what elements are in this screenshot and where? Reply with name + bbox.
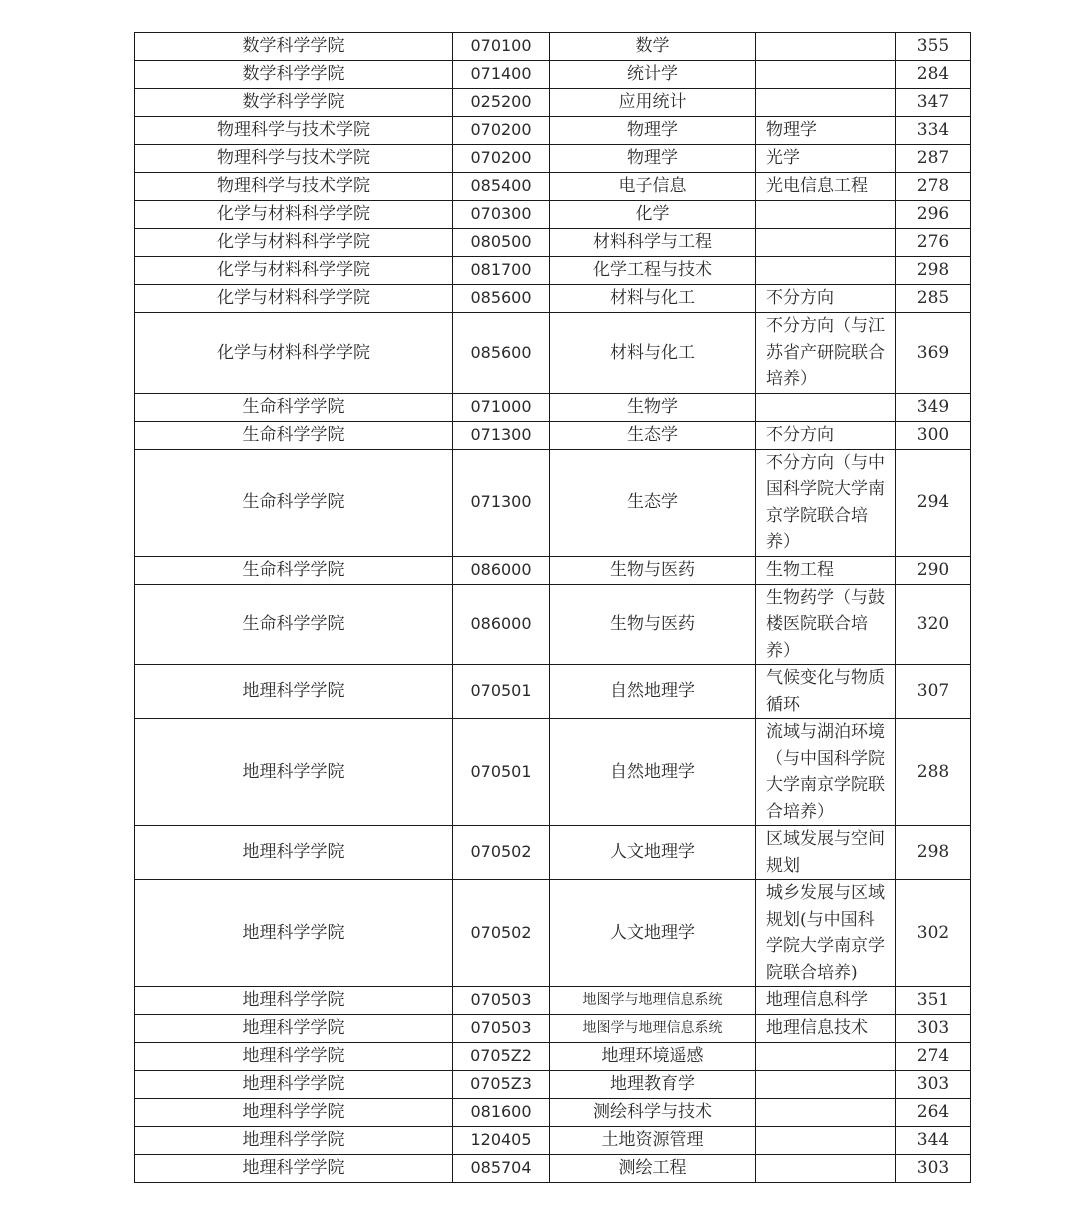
cell-direction: 光电信息工程 [756, 173, 896, 201]
cell-direction: 光学 [756, 145, 896, 173]
cell-direction: 物理学 [756, 117, 896, 145]
cell-college: 地理科学学院 [135, 880, 453, 987]
cell-score: 307 [896, 665, 971, 719]
cell-code: 025200 [453, 89, 550, 117]
cell-college: 生命科学学院 [135, 421, 453, 449]
table-row [135, 1043, 971, 1071]
table-row [135, 584, 971, 665]
cell-direction: 城乡发展与区域规划(与中国科学院大学南京学院联合培养) [756, 880, 896, 987]
cell-score: 296 [896, 201, 971, 229]
cell-college: 化学与材料科学学院 [135, 229, 453, 257]
cell-code: 085600 [453, 285, 550, 313]
cell-code: 085704 [453, 1155, 550, 1183]
table-row [135, 880, 971, 987]
cell-direction [756, 89, 896, 117]
cell-college: 物理科学与技术学院 [135, 145, 453, 173]
table-row [135, 449, 971, 556]
table-row [135, 393, 971, 421]
cell-direction [756, 1043, 896, 1071]
cell-code: 086000 [453, 556, 550, 584]
cell-college: 地理科学学院 [135, 1071, 453, 1099]
cell-college: 生命科学学院 [135, 556, 453, 584]
cell-major: 测绘科学与技术 [550, 1099, 756, 1127]
cell-direction [756, 61, 896, 89]
cell-major: 生态学 [550, 449, 756, 556]
cell-direction: 不分方向（与江苏省产研院联合培养） [756, 313, 896, 394]
cell-direction [756, 1127, 896, 1155]
cell-college: 地理科学学院 [135, 826, 453, 880]
cell-major: 电子信息 [550, 173, 756, 201]
cell-direction: 气候变化与物质循环 [756, 665, 896, 719]
cell-code: 070503 [453, 1015, 550, 1043]
cell-direction: 不分方向 [756, 285, 896, 313]
cell-score: 369 [896, 313, 971, 394]
cell-score: 274 [896, 1043, 971, 1071]
cell-direction: 不分方向 [756, 421, 896, 449]
cell-code: 080500 [453, 229, 550, 257]
table-row [135, 665, 971, 719]
cell-score: 320 [896, 584, 971, 665]
cell-major: 地图学与地理信息系统 [550, 987, 756, 1015]
cell-score: 303 [896, 1015, 971, 1043]
cell-code: 070502 [453, 880, 550, 987]
cell-major: 化学 [550, 201, 756, 229]
cell-direction [756, 1099, 896, 1127]
cell-direction [756, 257, 896, 285]
cell-direction: 流域与湖泊环境（与中国科学院大学南京学院联合培养） [756, 719, 896, 826]
cell-college: 生命科学学院 [135, 393, 453, 421]
cell-college: 地理科学学院 [135, 987, 453, 1015]
cell-score: 303 [896, 1071, 971, 1099]
cell-college: 地理科学学院 [135, 1127, 453, 1155]
table-row [135, 145, 971, 173]
cell-code: 071000 [453, 393, 550, 421]
cell-college: 地理科学学院 [135, 1099, 453, 1127]
cell-direction [756, 1071, 896, 1099]
table-row [135, 229, 971, 257]
cell-major: 材料科学与工程 [550, 229, 756, 257]
cell-score: 355 [896, 33, 971, 61]
cell-code: 071400 [453, 61, 550, 89]
cell-college: 物理科学与技术学院 [135, 173, 453, 201]
cell-major: 生态学 [550, 421, 756, 449]
table-row [135, 987, 971, 1015]
table-row [135, 173, 971, 201]
cell-major: 生物与医药 [550, 584, 756, 665]
cell-college: 化学与材料科学学院 [135, 285, 453, 313]
table-row [135, 89, 971, 117]
cell-score: 300 [896, 421, 971, 449]
cell-major: 生物与医药 [550, 556, 756, 584]
table-row [135, 1099, 971, 1127]
cell-direction: 生物药学（与鼓楼医院联合培养） [756, 584, 896, 665]
cell-direction [756, 201, 896, 229]
cell-direction [756, 33, 896, 61]
cell-code: 120405 [453, 1127, 550, 1155]
table-row [135, 1015, 971, 1043]
cell-direction: 地理信息技术 [756, 1015, 896, 1043]
cell-score: 302 [896, 880, 971, 987]
cell-score: 347 [896, 89, 971, 117]
table-row [135, 201, 971, 229]
cell-major: 应用统计 [550, 89, 756, 117]
cell-college: 地理科学学院 [135, 1015, 453, 1043]
cell-major: 自然地理学 [550, 665, 756, 719]
cell-score: 287 [896, 145, 971, 173]
cell-direction: 地理信息科学 [756, 987, 896, 1015]
cell-college: 数学科学学院 [135, 61, 453, 89]
cell-major: 土地资源管理 [550, 1127, 756, 1155]
table-row [135, 556, 971, 584]
cell-code: 070200 [453, 145, 550, 173]
cell-score: 264 [896, 1099, 971, 1127]
table-row [135, 33, 971, 61]
cell-major: 人文地理学 [550, 880, 756, 987]
cell-major: 人文地理学 [550, 826, 756, 880]
cell-score: 351 [896, 987, 971, 1015]
table-row [135, 826, 971, 880]
cell-code: 0705Z2 [453, 1043, 550, 1071]
score-table-body [135, 33, 971, 1183]
cell-code: 071300 [453, 449, 550, 556]
table-row [135, 1155, 971, 1183]
cell-score: 334 [896, 117, 971, 145]
cell-score: 349 [896, 393, 971, 421]
cell-code: 070501 [453, 665, 550, 719]
table-row [135, 61, 971, 89]
table-row [135, 285, 971, 313]
table-row [135, 313, 971, 394]
cell-college: 地理科学学院 [135, 665, 453, 719]
cell-college: 数学科学学院 [135, 89, 453, 117]
cell-major: 材料与化工 [550, 313, 756, 394]
cell-code: 070501 [453, 719, 550, 826]
cell-code: 070200 [453, 117, 550, 145]
cell-college: 物理科学与技术学院 [135, 117, 453, 145]
cell-major: 地理教育学 [550, 1071, 756, 1099]
cell-code: 0705Z3 [453, 1071, 550, 1099]
cell-direction: 区域发展与空间规划 [756, 826, 896, 880]
table-row [135, 257, 971, 285]
table-row [135, 1071, 971, 1099]
cell-direction [756, 393, 896, 421]
cell-score: 276 [896, 229, 971, 257]
cell-score: 294 [896, 449, 971, 556]
table-row [135, 117, 971, 145]
cell-major: 统计学 [550, 61, 756, 89]
cell-score: 284 [896, 61, 971, 89]
cell-score: 298 [896, 826, 971, 880]
cell-direction [756, 229, 896, 257]
score-table [134, 32, 971, 1183]
table-row [135, 1127, 971, 1155]
cell-college: 生命科学学院 [135, 584, 453, 665]
cell-major: 材料与化工 [550, 285, 756, 313]
cell-direction [756, 1155, 896, 1183]
cell-major: 化学工程与技术 [550, 257, 756, 285]
cell-code: 070502 [453, 826, 550, 880]
cell-code: 085400 [453, 173, 550, 201]
cell-code: 070503 [453, 987, 550, 1015]
cell-code: 071300 [453, 421, 550, 449]
cell-code: 086000 [453, 584, 550, 665]
cell-code: 081600 [453, 1099, 550, 1127]
cell-college: 化学与材料科学学院 [135, 313, 453, 394]
cell-direction: 生物工程 [756, 556, 896, 584]
cell-direction: 不分方向（与中国科学院大学南京学院联合培养） [756, 449, 896, 556]
cell-major: 地图学与地理信息系统 [550, 1015, 756, 1043]
cell-major: 生物学 [550, 393, 756, 421]
cell-college: 化学与材料科学学院 [135, 201, 453, 229]
cell-college: 数学科学学院 [135, 33, 453, 61]
cell-code: 070100 [453, 33, 550, 61]
cell-college: 地理科学学院 [135, 1155, 453, 1183]
cell-major: 物理学 [550, 145, 756, 173]
cell-score: 285 [896, 285, 971, 313]
cell-code: 070300 [453, 201, 550, 229]
cell-score: 344 [896, 1127, 971, 1155]
cell-major: 地理环境遥感 [550, 1043, 756, 1071]
cell-college: 化学与材料科学学院 [135, 257, 453, 285]
cell-college: 地理科学学院 [135, 1043, 453, 1071]
cell-college: 地理科学学院 [135, 719, 453, 826]
cell-major: 数学 [550, 33, 756, 61]
cell-score: 290 [896, 556, 971, 584]
cell-score: 278 [896, 173, 971, 201]
table-row [135, 421, 971, 449]
cell-major: 测绘工程 [550, 1155, 756, 1183]
cell-score: 288 [896, 719, 971, 826]
cell-code: 085600 [453, 313, 550, 394]
table-row [135, 719, 971, 826]
cell-score: 298 [896, 257, 971, 285]
cell-code: 081700 [453, 257, 550, 285]
cell-major: 自然地理学 [550, 719, 756, 826]
cell-college: 生命科学学院 [135, 449, 453, 556]
cell-score: 303 [896, 1155, 971, 1183]
cell-major: 物理学 [550, 117, 756, 145]
